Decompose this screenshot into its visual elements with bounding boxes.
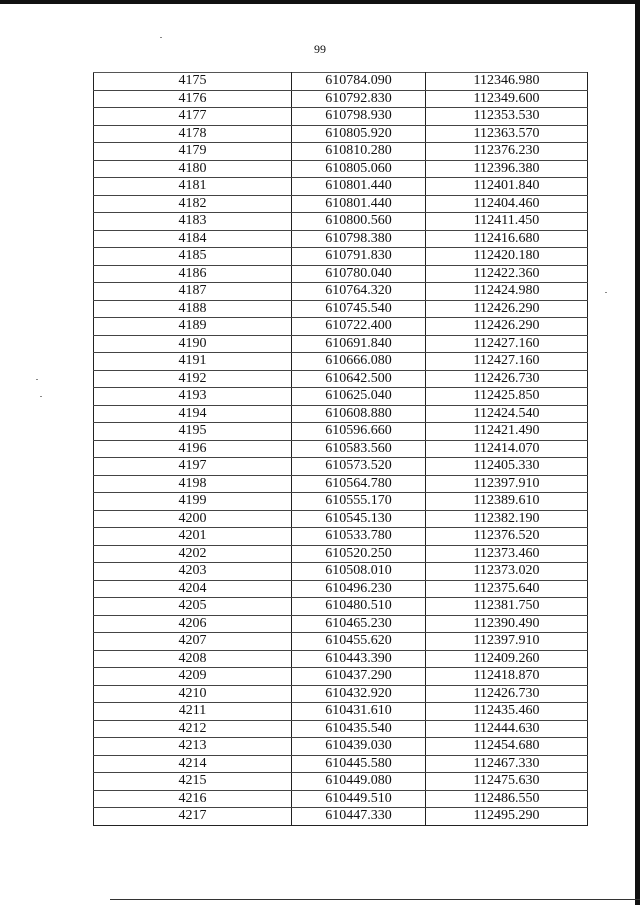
point-number-cell: 4216 [94,790,292,808]
table-row [94,335,588,353]
x-coordinate-cell: 610798.930 [292,108,426,126]
x-coordinate-cell: 610573.520 [292,458,426,476]
x-coordinate-cell: 610508.010 [292,563,426,581]
table-row [94,650,588,668]
point-number-cell: 4186 [94,265,292,283]
x-coordinate-cell: 610455.620 [292,633,426,651]
y-coordinate-cell: 112435.460 [426,703,588,721]
table-row [94,598,588,616]
point-number-cell: 4199 [94,493,292,511]
point-number-cell: 4181 [94,178,292,196]
x-coordinate-cell: 610496.230 [292,580,426,598]
point-number-cell: 4195 [94,423,292,441]
coordinates-table [93,72,588,826]
table-row [94,475,588,493]
x-coordinate-cell: 610449.510 [292,790,426,808]
y-coordinate-cell: 112427.160 [426,335,588,353]
table-row [94,370,588,388]
table-row [94,178,588,196]
table-row [94,423,588,441]
table-row [94,685,588,703]
point-number-cell: 4191 [94,353,292,371]
x-coordinate-cell: 610439.030 [292,738,426,756]
point-number-cell: 4175 [94,73,292,91]
table-row [94,73,588,91]
x-coordinate-cell: 610764.320 [292,283,426,301]
table-row [94,248,588,266]
point-number-cell: 4189 [94,318,292,336]
point-number-cell: 4182 [94,195,292,213]
point-number-cell: 4200 [94,510,292,528]
x-coordinate-cell: 610792.830 [292,90,426,108]
y-coordinate-cell: 112418.870 [426,668,588,686]
scan-edge-right [635,0,640,905]
y-coordinate-cell: 112376.520 [426,528,588,546]
y-coordinate-cell: 112426.730 [426,370,588,388]
scan-edge-bottom [110,899,640,900]
point-number-cell: 4193 [94,388,292,406]
table-row [94,563,588,581]
table-row [94,160,588,178]
table-row [94,300,588,318]
x-coordinate-cell: 610437.290 [292,668,426,686]
table-row [94,108,588,126]
y-coordinate-cell: 112426.290 [426,300,588,318]
y-coordinate-cell: 112454.680 [426,738,588,756]
point-number-cell: 4211 [94,703,292,721]
x-coordinate-cell: 610435.540 [292,720,426,738]
point-number-cell: 4209 [94,668,292,686]
x-coordinate-cell: 610722.400 [292,318,426,336]
y-coordinate-cell: 112426.730 [426,685,588,703]
x-coordinate-cell: 610810.280 [292,143,426,161]
point-number-cell: 4213 [94,738,292,756]
x-coordinate-cell: 610564.780 [292,475,426,493]
x-coordinate-cell: 610625.040 [292,388,426,406]
table-row [94,790,588,808]
y-coordinate-cell: 112396.380 [426,160,588,178]
x-coordinate-cell: 610447.330 [292,808,426,826]
scan-speck [36,379,38,380]
point-number-cell: 4177 [94,108,292,126]
scan-speck [160,37,162,38]
y-coordinate-cell: 112389.610 [426,493,588,511]
y-coordinate-cell: 112390.490 [426,615,588,633]
point-number-cell: 4198 [94,475,292,493]
point-number-cell: 4201 [94,528,292,546]
point-number-cell: 4217 [94,808,292,826]
table-row [94,405,588,423]
point-number-cell: 4204 [94,580,292,598]
y-coordinate-cell: 112420.180 [426,248,588,266]
table-row [94,265,588,283]
x-coordinate-cell: 610642.500 [292,370,426,388]
y-coordinate-cell: 112416.680 [426,230,588,248]
y-coordinate-cell: 112425.850 [426,388,588,406]
y-coordinate-cell: 112401.840 [426,178,588,196]
x-coordinate-cell: 610465.230 [292,615,426,633]
table-row [94,720,588,738]
point-number-cell: 4208 [94,650,292,668]
x-coordinate-cell: 610745.540 [292,300,426,318]
y-coordinate-cell: 112475.630 [426,773,588,791]
table-row [94,195,588,213]
point-number-cell: 4206 [94,615,292,633]
point-number-cell: 4190 [94,335,292,353]
point-number-cell: 4187 [94,283,292,301]
point-number-cell: 4194 [94,405,292,423]
y-coordinate-cell: 112397.910 [426,633,588,651]
point-number-cell: 4214 [94,755,292,773]
x-coordinate-cell: 610431.610 [292,703,426,721]
point-number-cell: 4179 [94,143,292,161]
point-number-cell: 4176 [94,90,292,108]
table-row [94,703,588,721]
y-coordinate-cell: 112424.980 [426,283,588,301]
point-number-cell: 4183 [94,213,292,231]
point-number-cell: 4210 [94,685,292,703]
point-number-cell: 4205 [94,598,292,616]
y-coordinate-cell: 112397.910 [426,475,588,493]
point-number-cell: 4188 [94,300,292,318]
point-number-cell: 4212 [94,720,292,738]
table-row [94,545,588,563]
y-coordinate-cell: 112346.980 [426,73,588,91]
table-row [94,528,588,546]
x-coordinate-cell: 610780.040 [292,265,426,283]
x-coordinate-cell: 610666.080 [292,353,426,371]
point-number-cell: 4215 [94,773,292,791]
x-coordinate-cell: 610801.440 [292,178,426,196]
y-coordinate-cell: 112349.600 [426,90,588,108]
point-number-cell: 4203 [94,563,292,581]
table-row [94,458,588,476]
page-number: 99 [314,42,326,56]
table-row [94,808,588,826]
scan-speck [40,396,42,397]
y-coordinate-cell: 112382.190 [426,510,588,528]
y-coordinate-cell: 112486.550 [426,790,588,808]
y-coordinate-cell: 112426.290 [426,318,588,336]
y-coordinate-cell: 112376.230 [426,143,588,161]
y-coordinate-cell: 112375.640 [426,580,588,598]
x-coordinate-cell: 610545.130 [292,510,426,528]
table-row [94,388,588,406]
point-number-cell: 4202 [94,545,292,563]
x-coordinate-cell: 610480.510 [292,598,426,616]
x-coordinate-cell: 610583.560 [292,440,426,458]
y-coordinate-cell: 112424.540 [426,405,588,423]
x-coordinate-cell: 610805.920 [292,125,426,143]
point-number-cell: 4184 [94,230,292,248]
coordinates-table-body [94,73,588,826]
table-row [94,143,588,161]
table-row [94,633,588,651]
table-row [94,213,588,231]
point-number-cell: 4185 [94,248,292,266]
table-row [94,125,588,143]
y-coordinate-cell: 112467.330 [426,755,588,773]
table-row [94,755,588,773]
table-row [94,773,588,791]
table-row [94,738,588,756]
y-coordinate-cell: 112409.260 [426,650,588,668]
x-coordinate-cell: 610445.580 [292,755,426,773]
y-coordinate-cell: 112495.290 [426,808,588,826]
x-coordinate-cell: 610432.920 [292,685,426,703]
x-coordinate-cell: 610596.660 [292,423,426,441]
y-coordinate-cell: 112363.570 [426,125,588,143]
table-row [94,580,588,598]
x-coordinate-cell: 610784.090 [292,73,426,91]
point-number-cell: 4180 [94,160,292,178]
table-row [94,668,588,686]
table-row [94,318,588,336]
y-coordinate-cell: 112421.490 [426,423,588,441]
table-row [94,353,588,371]
y-coordinate-cell: 112414.070 [426,440,588,458]
x-coordinate-cell: 610805.060 [292,160,426,178]
table-row [94,440,588,458]
x-coordinate-cell: 610555.170 [292,493,426,511]
y-coordinate-cell: 112427.160 [426,353,588,371]
x-coordinate-cell: 610449.080 [292,773,426,791]
y-coordinate-cell: 112405.330 [426,458,588,476]
table-row [94,493,588,511]
point-number-cell: 4192 [94,370,292,388]
x-coordinate-cell: 610801.440 [292,195,426,213]
table-row [94,283,588,301]
y-coordinate-cell: 112373.020 [426,563,588,581]
y-coordinate-cell: 112353.530 [426,108,588,126]
point-number-cell: 4196 [94,440,292,458]
x-coordinate-cell: 610443.390 [292,650,426,668]
table-row [94,510,588,528]
x-coordinate-cell: 610533.780 [292,528,426,546]
y-coordinate-cell: 112411.450 [426,213,588,231]
x-coordinate-cell: 610798.380 [292,230,426,248]
point-number-cell: 4178 [94,125,292,143]
table-row [94,90,588,108]
x-coordinate-cell: 610691.840 [292,335,426,353]
scan-edge-top [0,0,640,4]
y-coordinate-cell: 112444.630 [426,720,588,738]
x-coordinate-cell: 610608.880 [292,405,426,423]
y-coordinate-cell: 112373.460 [426,545,588,563]
x-coordinate-cell: 610800.560 [292,213,426,231]
x-coordinate-cell: 610791.830 [292,248,426,266]
y-coordinate-cell: 112381.750 [426,598,588,616]
point-number-cell: 4207 [94,633,292,651]
table-row [94,615,588,633]
point-number-cell: 4197 [94,458,292,476]
x-coordinate-cell: 610520.250 [292,545,426,563]
y-coordinate-cell: 112422.360 [426,265,588,283]
scan-speck [605,292,607,293]
y-coordinate-cell: 112404.460 [426,195,588,213]
table-row [94,230,588,248]
